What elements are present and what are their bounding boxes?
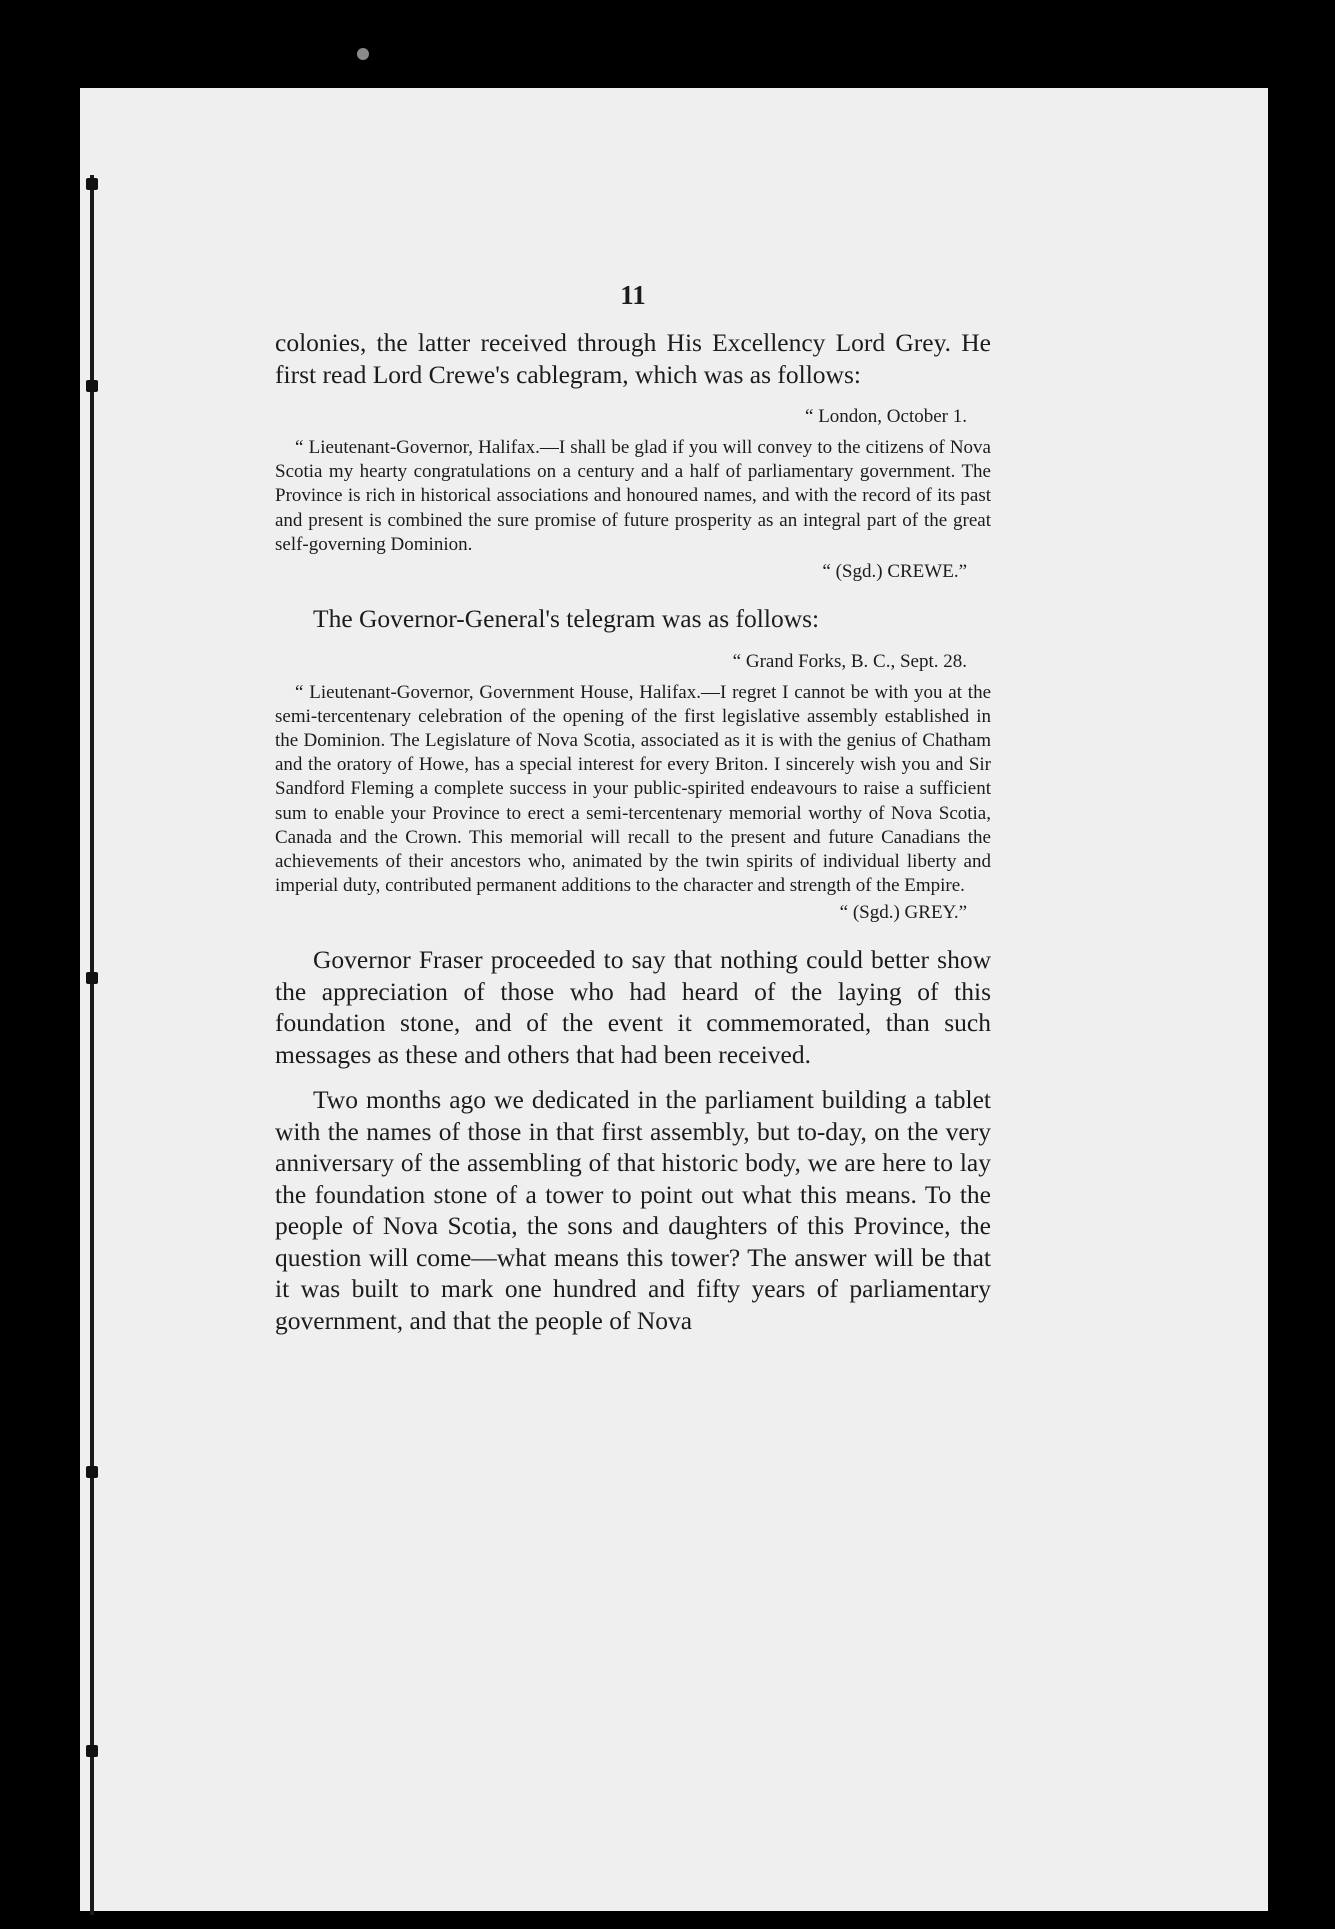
binding-edge bbox=[90, 175, 94, 1915]
grey-telegram bbox=[275, 649, 991, 927]
binding-mark-4 bbox=[86, 1466, 98, 1478]
binding-mark-5 bbox=[86, 1745, 98, 1757]
crewe-signature: “ (Sgd.) CREWE.” bbox=[822, 561, 967, 583]
crewe-dateline: “ London, October 1. bbox=[805, 406, 967, 427]
crewe-text: “ Lieutenant-Governor, Halifax.—I shall be glad if you will convey to the citizens of Nova Scotia my hearty congratulations on a century and a half of parliamentary government. The Province is rich in historical associations and honoured names, and with the record of its past and present is combined the sure promise of future prosperity as an integral part of the great self-governing Dominion. bbox=[275, 437, 991, 555]
binding-mark-1 bbox=[86, 178, 98, 190]
page-number: 11 bbox=[620, 280, 646, 310]
binding-mark-2 bbox=[86, 380, 98, 392]
governor-general-intro: The Governor-General's telegram was as follows: bbox=[313, 604, 820, 634]
crewe-cablegram bbox=[275, 404, 991, 585]
two-months-paragraph: Two months ago we dedicated in the parliament building a tablet with the names of those in that first assembly, but to-day, on the very anniversary of the assembling of that historic body, we are here to lay the foundation stone of a tower to point out what this means. To the people of Nova Scotia, the sons and daughters of this Province, the question will come—what means this tower? The answer will be that it was built to mark one hundred and fifty years of parliamentary government, and that the people of Nova bbox=[275, 1085, 991, 1335]
page-content bbox=[275, 280, 991, 1350]
fraser-paragraph: Governor Fraser proceeded to say that nothing could better show the appreciation of those who had heard of the laying of this foundation stone, and of the event it commemorated, than such messages as these and others that had been received. bbox=[275, 945, 991, 1069]
grey-text: “ Lieutenant-Governor, Government House, Halifax.—I regret I cannot be with you at the semi-tercentenary celebration of the opening of the first legislative assembly established in the Dominion. The Legislature of Nova Scotia, associated as it is with the genius of Chatham and the oratory of Howe, has a special interest for every Briton. I sincerely wish you and Sir Sandford Fleming a complete success in your public-spirited endeavours to raise a sufficient sum to enable your Province to erect a semi-tercentenary memorial worthy of Nova Scotia, Canada and the Crown. This memorial will recall to the present and future Canadians the achievements of their ancestors who, animated by the twin spirits of individual liberty and imperial duty, contributed permanent additions to the character and strength of the Empire. bbox=[275, 681, 991, 897]
intro-paragraph: colonies, the latter received through His Excellency Lord Grey. He first read Lord Crewe's cablegram, which was as follows: bbox=[275, 328, 991, 389]
grey-signature: “ (Sgd.) GREY.” bbox=[839, 902, 967, 924]
top-speck bbox=[357, 48, 369, 60]
binding-mark-3 bbox=[86, 972, 98, 984]
grey-dateline: “ Grand Forks, B. C., Sept. 28. bbox=[732, 650, 967, 672]
